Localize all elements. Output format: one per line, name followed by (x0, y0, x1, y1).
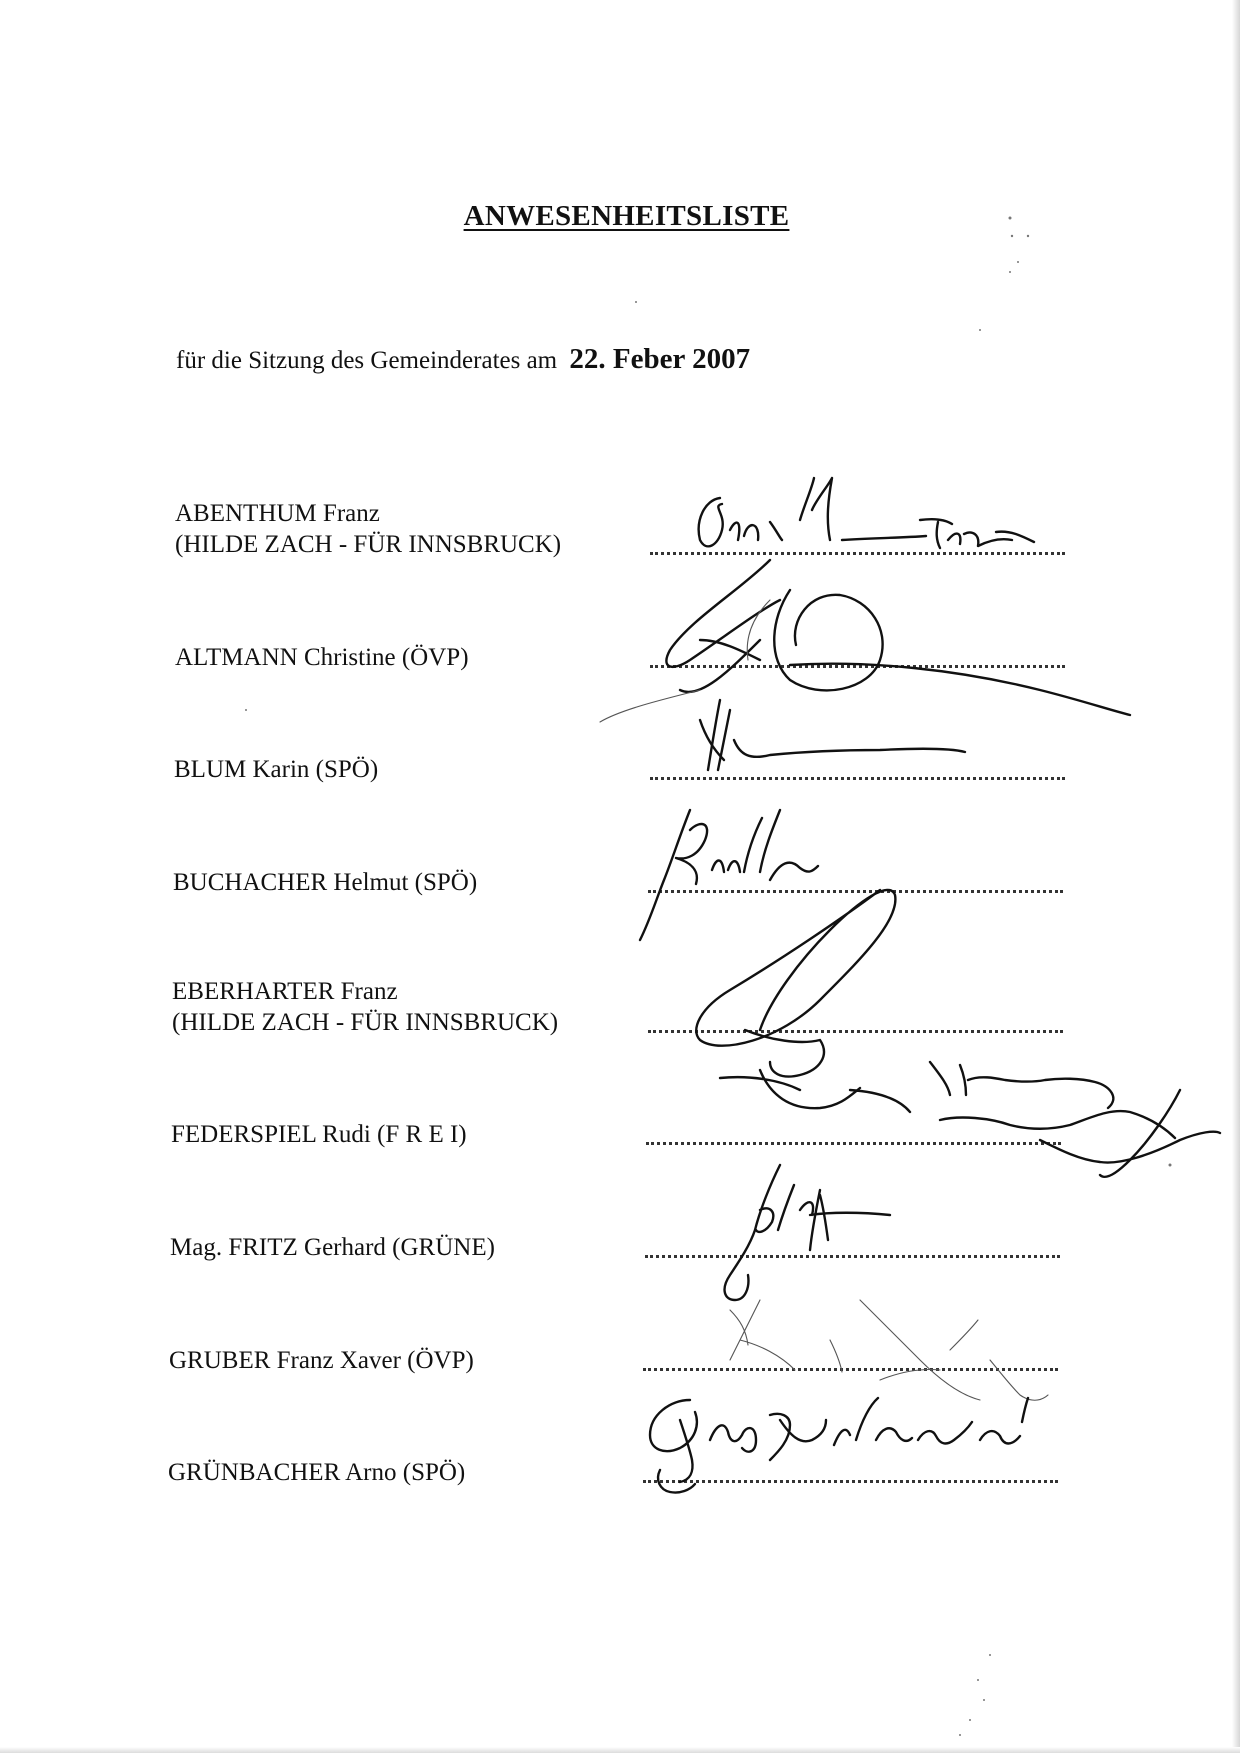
scan-edge-right (1232, 0, 1240, 1753)
attendee-name-line: ALTMANN Christine (ÖVP) (175, 644, 469, 671)
attendee-name-line: FEDERSPIEL Rudi (F R E I) (171, 1121, 467, 1148)
signature-fritz (725, 1165, 890, 1300)
attendee-name (169, 1345, 474, 1376)
attendee-party-line: (HILDE ZACH - FÜR INNSBRUCK) (175, 531, 562, 558)
meeting-date: 22. Feber 2007 (569, 343, 751, 375)
signature-gruber (730, 1300, 1048, 1400)
attendee-name (175, 498, 561, 560)
attendee-name-line: BUCHACHER Helmut (SPÖ) (173, 869, 478, 896)
signature-eberharter (696, 890, 895, 1077)
signature-line (650, 665, 1065, 668)
attendee-name (170, 1232, 495, 1263)
attendee-name (175, 642, 469, 673)
attendee-name-line: BLUM Karin (SPÖ) (174, 756, 379, 783)
meeting-line (176, 343, 750, 376)
attendee-name-line: GRÜNBACHER Arno (SPÖ) (168, 1459, 466, 1486)
signature-line (643, 1368, 1058, 1371)
signature-altmann (600, 560, 1130, 722)
signature-line (648, 890, 1063, 893)
scan-edge-bottom (0, 1747, 1240, 1753)
attendee-party-line: (HILDE ZACH - FÜR INNSBRUCK) (172, 1009, 559, 1036)
signature-gruenbacher (650, 1398, 1028, 1493)
attendee-name-line: Mag. FRITZ Gerhard (GRÜNE) (170, 1234, 495, 1261)
attendee-name (168, 1457, 465, 1488)
signature-line (648, 1030, 1063, 1033)
signature-line (643, 1480, 1058, 1483)
attendee-name (173, 867, 477, 898)
attendee-name (172, 976, 558, 1038)
signature-line (646, 1142, 1061, 1145)
attendee-name (171, 1119, 467, 1150)
signature-blum (700, 700, 965, 770)
signature-federspiel (720, 1062, 1220, 1177)
attendee-name-line: GRUBER Franz Xaver (ÖVP) (169, 1347, 474, 1374)
attendee-name-line: EBERHARTER Franz (172, 978, 398, 1005)
signature-buchacher (640, 810, 818, 940)
signature-line (650, 777, 1065, 780)
signature-line (650, 552, 1065, 555)
meeting-line-text: für die Sitzung des Gemeinderates am (176, 347, 558, 374)
document-title: ANWESENHEITSLISTE (463, 200, 790, 232)
attendee-name (174, 754, 378, 785)
attendee-name-line: ABENTHUM Franz (175, 500, 380, 527)
signature-line (645, 1255, 1060, 1258)
signature-abenthum (699, 478, 1034, 548)
